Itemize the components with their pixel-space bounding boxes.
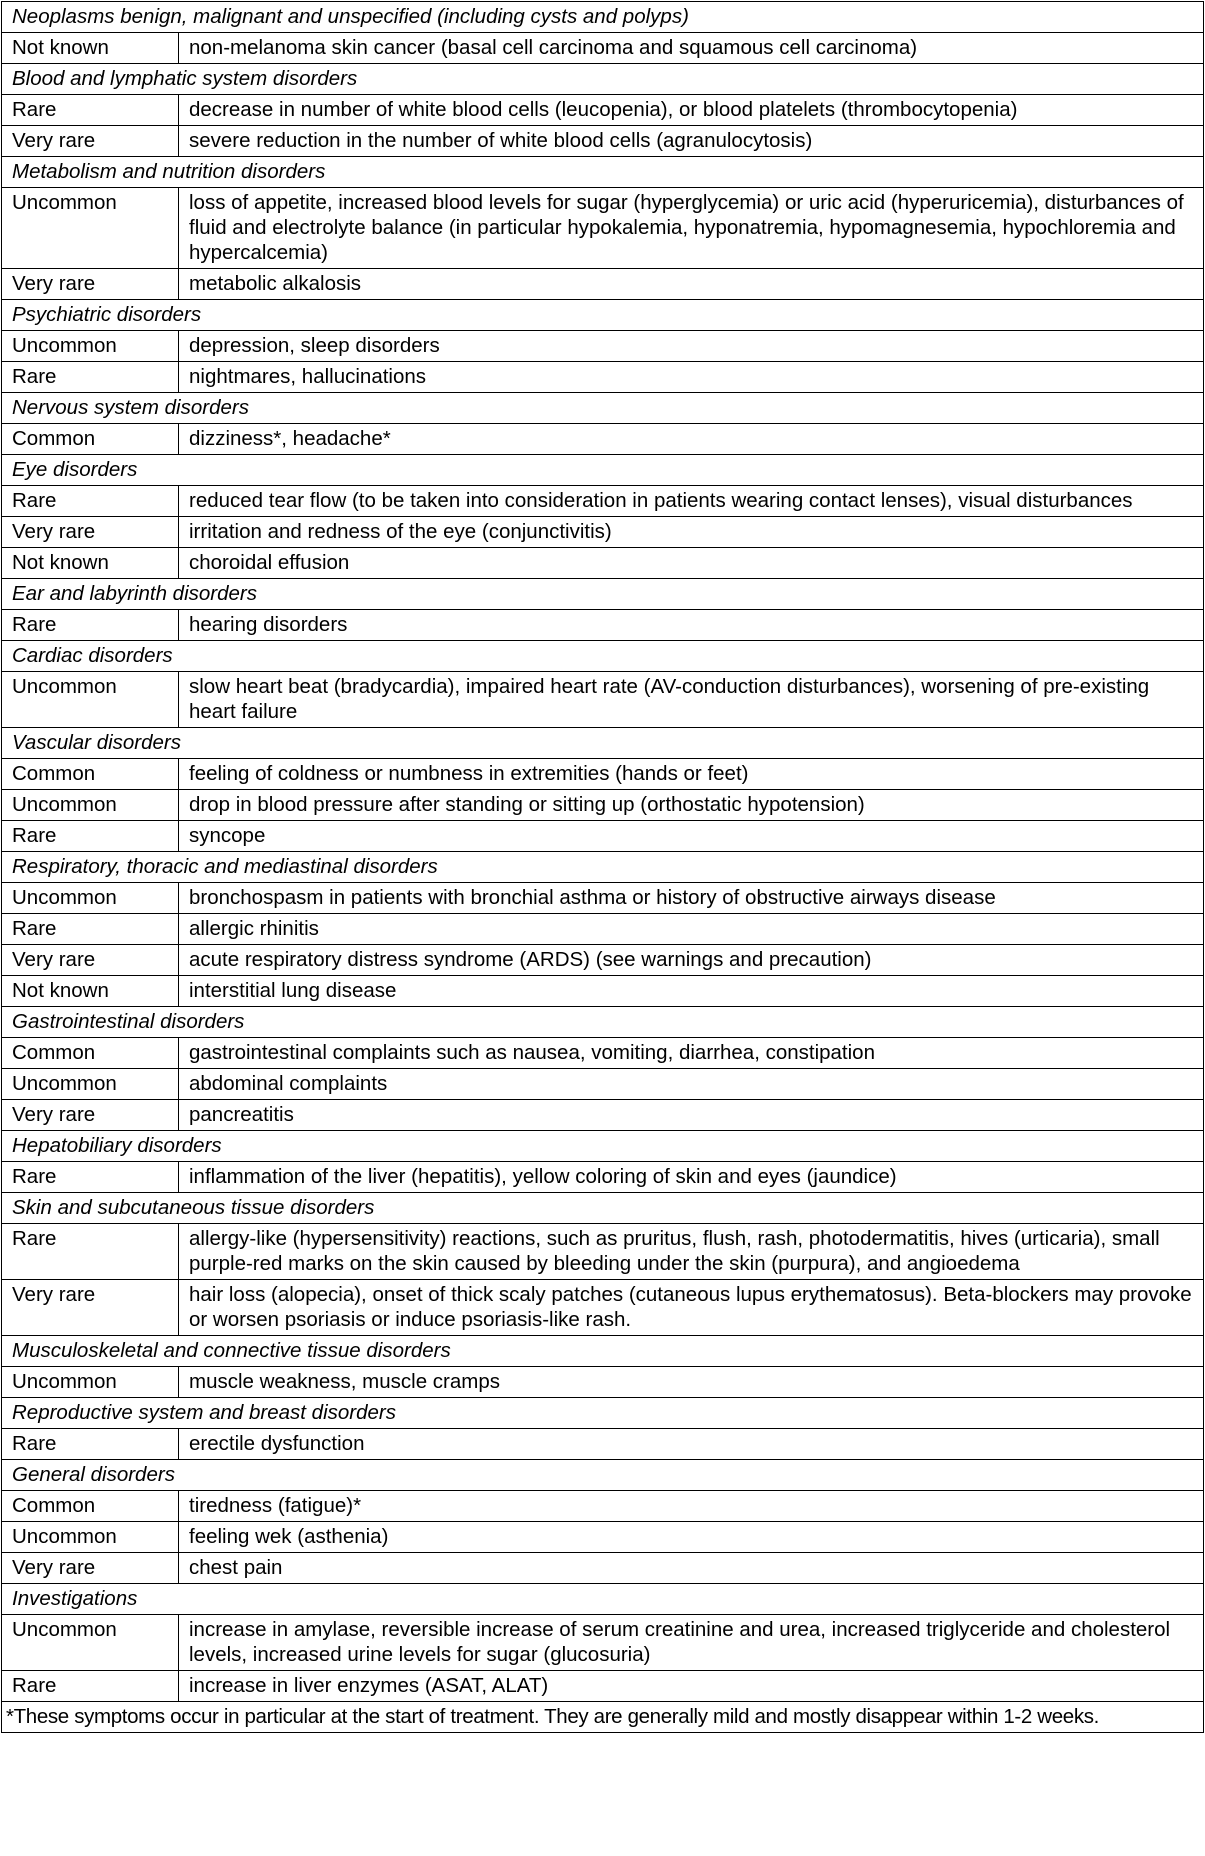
- frequency-cell: Rare: [2, 95, 179, 126]
- effect-cell: gastrointestinal complaints such as nausea, vomiting, diarrhea, constipation: [179, 1038, 1204, 1069]
- frequency-cell: Uncommon: [2, 188, 179, 269]
- category-title: Blood and lymphatic system disorders: [2, 64, 1204, 95]
- frequency-cell: Very rare: [2, 126, 179, 157]
- frequency-cell: Common: [2, 1038, 179, 1069]
- category-header-row: [2, 1007, 1204, 1038]
- table-row: [2, 1224, 1204, 1280]
- category-header-row: [2, 1336, 1204, 1367]
- effect-cell: bronchospasm in patients with bronchial asthma or history of obstructive airways disease: [179, 883, 1204, 914]
- category-header-row: [2, 852, 1204, 883]
- effect-cell: metabolic alkalosis: [179, 269, 1204, 300]
- category-header-row: [2, 64, 1204, 95]
- frequency-cell: Very rare: [2, 1553, 179, 1584]
- frequency-cell: Very rare: [2, 1280, 179, 1336]
- adverse-reactions-table: [1, 1, 1204, 1733]
- frequency-cell: Uncommon: [2, 331, 179, 362]
- footnote-row: [2, 1702, 1204, 1733]
- frequency-cell: Common: [2, 1491, 179, 1522]
- frequency-cell: Rare: [2, 1429, 179, 1460]
- category-title: Skin and subcutaneous tissue disorders: [2, 1193, 1204, 1224]
- table-row: [2, 883, 1204, 914]
- table-row: [2, 1522, 1204, 1553]
- category-header-row: [2, 641, 1204, 672]
- table-row: [2, 1280, 1204, 1336]
- category-title: Musculoskeletal and connective tissue disorders: [2, 1336, 1204, 1367]
- table-row: [2, 1615, 1204, 1671]
- frequency-cell: Common: [2, 759, 179, 790]
- category-title: Respiratory, thoracic and mediastinal disorders: [2, 852, 1204, 883]
- frequency-cell: Not known: [2, 548, 179, 579]
- effect-cell: feeling wek (asthenia): [179, 1522, 1204, 1553]
- frequency-cell: Very rare: [2, 1100, 179, 1131]
- table-row: [2, 1038, 1204, 1069]
- effect-cell: reduced tear flow (to be taken into consideration in patients wearing contact lenses), visual disturbances: [179, 486, 1204, 517]
- category-title: Eye disorders: [2, 455, 1204, 486]
- effect-cell: decrease in number of white blood cells (leucopenia), or blood platelets (thrombocytopenia): [179, 95, 1204, 126]
- effect-cell: severe reduction in the number of white blood cells (agranulocytosis): [179, 126, 1204, 157]
- category-header-row: [2, 1131, 1204, 1162]
- frequency-cell: Rare: [2, 1224, 179, 1280]
- effect-cell: increase in amylase, reversible increase of serum creatinine and urea, increased triglyceride and cholesterol levels, increased urine levels for sugar (glucosuria): [179, 1615, 1204, 1671]
- frequency-cell: Uncommon: [2, 672, 179, 728]
- table-row: [2, 945, 1204, 976]
- frequency-cell: Rare: [2, 1671, 179, 1702]
- effect-cell: tiredness (fatigue)*: [179, 1491, 1204, 1522]
- category-header-row: [2, 579, 1204, 610]
- table-row: [2, 1367, 1204, 1398]
- frequency-cell: Uncommon: [2, 1522, 179, 1553]
- table-row: [2, 188, 1204, 269]
- table-row: [2, 1491, 1204, 1522]
- category-title: Ear and labyrinth disorders: [2, 579, 1204, 610]
- frequency-cell: Uncommon: [2, 790, 179, 821]
- table-row: [2, 672, 1204, 728]
- effect-cell: drop in blood pressure after standing or sitting up (orthostatic hypotension): [179, 790, 1204, 821]
- table-row: [2, 331, 1204, 362]
- category-header-row: [2, 455, 1204, 486]
- effect-cell: erectile dysfunction: [179, 1429, 1204, 1460]
- category-title: Neoplasms benign, malignant and unspecified (including cysts and polyps): [2, 2, 1204, 33]
- table-row: [2, 1671, 1204, 1702]
- frequency-cell: Rare: [2, 610, 179, 641]
- effect-cell: chest pain: [179, 1553, 1204, 1584]
- category-title: Cardiac disorders: [2, 641, 1204, 672]
- table-row: [2, 1069, 1204, 1100]
- category-header-row: [2, 728, 1204, 759]
- table-row: [2, 976, 1204, 1007]
- category-header-row: [2, 300, 1204, 331]
- effect-cell: pancreatitis: [179, 1100, 1204, 1131]
- effect-cell: dizziness*, headache*: [179, 424, 1204, 455]
- effect-cell: nightmares, hallucinations: [179, 362, 1204, 393]
- table-row: [2, 95, 1204, 126]
- effect-cell: allergy-like (hypersensitivity) reactions, such as pruritus, flush, rash, photodermatitis, hives (urticaria), small purple-red marks on the skin caused by bleeding under the skin (purpura), and angioedema: [179, 1224, 1204, 1280]
- effect-cell: slow heart beat (bradycardia), impaired heart rate (AV-conduction disturbances), worsening of pre-existing heart failure: [179, 672, 1204, 728]
- category-header-row: [2, 393, 1204, 424]
- table-row: [2, 126, 1204, 157]
- category-title: Nervous system disorders: [2, 393, 1204, 424]
- table-row: [2, 1429, 1204, 1460]
- frequency-cell: Uncommon: [2, 1615, 179, 1671]
- table-row: [2, 610, 1204, 641]
- effect-cell: increase in liver enzymes (ASAT, ALAT): [179, 1671, 1204, 1702]
- table-row: [2, 33, 1204, 64]
- effect-cell: choroidal effusion: [179, 548, 1204, 579]
- table-row: [2, 821, 1204, 852]
- table-body: [2, 2, 1204, 1733]
- effect-cell: muscle weakness, muscle cramps: [179, 1367, 1204, 1398]
- effect-cell: allergic rhinitis: [179, 914, 1204, 945]
- effect-cell: hair loss (alopecia), onset of thick scaly patches (cutaneous lupus erythematosus). Beta-blockers may provoke or worsen psoriasis or induce psoriasis-like rash.: [179, 1280, 1204, 1336]
- frequency-cell: Very rare: [2, 517, 179, 548]
- effect-cell: non-melanoma skin cancer (basal cell carcinoma and squamous cell carcinoma): [179, 33, 1204, 64]
- category-title: Investigations: [2, 1584, 1204, 1615]
- table-row: [2, 759, 1204, 790]
- frequency-cell: Common: [2, 424, 179, 455]
- category-header-row: [2, 1193, 1204, 1224]
- frequency-cell: Uncommon: [2, 1367, 179, 1398]
- table-row: [2, 269, 1204, 300]
- frequency-cell: Rare: [2, 486, 179, 517]
- category-header-row: [2, 1460, 1204, 1491]
- frequency-cell: Uncommon: [2, 883, 179, 914]
- table-row: [2, 1100, 1204, 1131]
- footnote-text: *These symptoms occur in particular at the start of treatment. They are generally mild and mostly disappear within 1-2 weeks.: [2, 1702, 1204, 1733]
- category-header-row: [2, 157, 1204, 188]
- table-row: [2, 1162, 1204, 1193]
- category-title: Metabolism and nutrition disorders: [2, 157, 1204, 188]
- table-row: [2, 548, 1204, 579]
- frequency-cell: Rare: [2, 362, 179, 393]
- effect-cell: feeling of coldness or numbness in extremities (hands or feet): [179, 759, 1204, 790]
- effect-cell: interstitial lung disease: [179, 976, 1204, 1007]
- effect-cell: loss of appetite, increased blood levels for sugar (hyperglycemia) or uric acid (hyperuricemia), disturbances of fluid and electrolyte balance (in particular hypokalemia, hyponatremia, hypomagnesemia, hypochloremia and hypercalcemia): [179, 188, 1204, 269]
- frequency-cell: Rare: [2, 914, 179, 945]
- effect-cell: abdominal complaints: [179, 1069, 1204, 1100]
- effect-cell: depression, sleep disorders: [179, 331, 1204, 362]
- category-header-row: [2, 2, 1204, 33]
- effect-cell: acute respiratory distress syndrome (ARDS) (see warnings and precaution): [179, 945, 1204, 976]
- table-row: [2, 517, 1204, 548]
- category-title: Gastrointestinal disorders: [2, 1007, 1204, 1038]
- frequency-cell: Rare: [2, 821, 179, 852]
- frequency-cell: Very rare: [2, 945, 179, 976]
- table-row: [2, 914, 1204, 945]
- category-title: General disorders: [2, 1460, 1204, 1491]
- category-title: Psychiatric disorders: [2, 300, 1204, 331]
- effect-cell: inflammation of the liver (hepatitis), yellow coloring of skin and eyes (jaundice): [179, 1162, 1204, 1193]
- table-row: [2, 362, 1204, 393]
- frequency-cell: Not known: [2, 976, 179, 1007]
- frequency-cell: Very rare: [2, 269, 179, 300]
- effect-cell: hearing disorders: [179, 610, 1204, 641]
- effect-cell: irritation and redness of the eye (conjunctivitis): [179, 517, 1204, 548]
- category-title: Hepatobiliary disorders: [2, 1131, 1204, 1162]
- category-header-row: [2, 1398, 1204, 1429]
- category-title: Reproductive system and breast disorders: [2, 1398, 1204, 1429]
- frequency-cell: Rare: [2, 1162, 179, 1193]
- table-row: [2, 1553, 1204, 1584]
- effect-cell: syncope: [179, 821, 1204, 852]
- table-row: [2, 486, 1204, 517]
- category-header-row: [2, 1584, 1204, 1615]
- table-row: [2, 790, 1204, 821]
- category-title: Vascular disorders: [2, 728, 1204, 759]
- table-row: [2, 424, 1204, 455]
- frequency-cell: Uncommon: [2, 1069, 179, 1100]
- frequency-cell: Not known: [2, 33, 179, 64]
